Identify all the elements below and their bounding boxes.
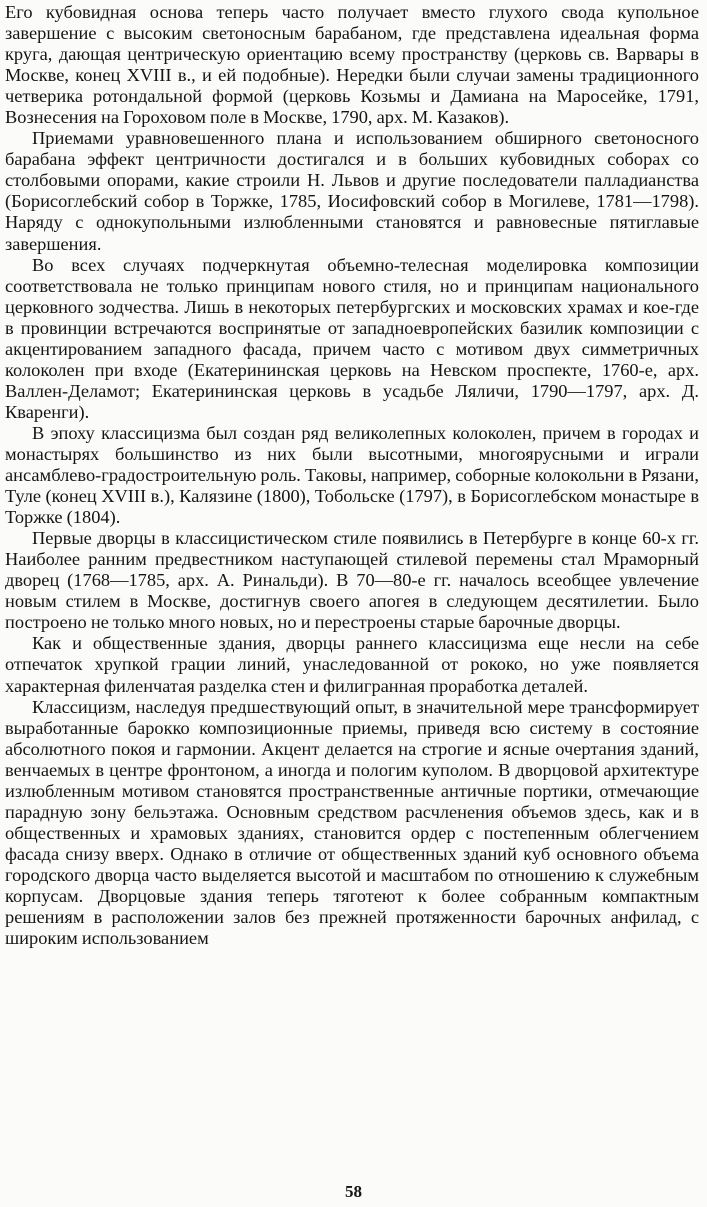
page-number: 58 bbox=[345, 1182, 362, 1201]
paragraph: Классицизм, наследуя предшествующий опыт, в значительной мере трансформирует выработанные барокко композиционные приемы, приведя всю систему в состояние абсолютного покоя и гармонии. Акцент делается на строгие и ясные очертания зданий, венчаемых в центре фронтоном, а иногда и пологим куполом. В дворцовой архитектуре излюбленным мотивом становятся пространственные античные портики, отмечающие парадную зону бельэтажа. Основным средством расчленения объемов здесь, как и в общественных и храмовых зданиях, становится ордер с постепенным облегчением фасада снизу вверх. Однако в отличие от общественных зданий куб основного объема городского дворца часто выделяется высотой и масштабом по отношению к служебным корпусам. Дворцовые здания теперь тяготеют к более собранным компактным решениям в расположении залов без прежней протяженности барочных анфилад, с широким использованием bbox=[5, 696, 699, 949]
paragraph: Приемами уравновешенного плана и использованием обширного светоносного барабана эффект центричности достигался и в больших кубовидных соборах со столбовыми опорами, какие строили Н. Львов и другие последователи палладианства (Борисоглебский собор в Торжке, 1785, Иосифовский собор в Могилеве, 1781—1798). Наряду с однокупольными излюбленными становятся и равновесные пятиглавые завершения. bbox=[5, 128, 699, 254]
paragraph: В эпоху классицизма был создан ряд великолепных колоколен, причем в городах и монастырях большинство из них были высотными, многоярусными и играли ансамблево-градостроительную роль. Таковы, например, соборные колокольни в Рязани, Туле (конец XVIII в.), Калязине (1800), Тобольске (1797), в Борисоглебском монастыре в Торжке (1804). bbox=[5, 422, 699, 528]
body-text bbox=[5, 2, 699, 949]
paragraph: Во всех случаях подчеркнутая объемно-телесная моделировка композиции соответствовала не только принципам нового стиля, но и принципам национального церковного зодчества. Лишь в некоторых петербургских и московских храмах и кое-где в провинции встречаются воспринятые от западноевропейских базилик композиции с акцентированием западного фасада, причем часто с мотивом двух симметричных колоколен при входе (Екатерининская церковь на Невском проспекте, 1760-е, арх. Валлен-Деламот; Екатерининская церковь в усадьбе Ляличи, 1790—1797, арх. Д. Кваренги). bbox=[5, 254, 699, 422]
paragraph: Его кубовидная основа теперь часто получает вместо глухого свода купольное завершение с высоким светоносным барабаном, где представлена идеальная форма круга, дающая центрическую ориентацию всему пространству (церковь св. Варвары в Москве, конец XVIII в., и ей подобные). Нередки были случаи замены традиционного четверика ротондальной формой (церковь Козьмы и Дамиана на Маросейке, 1791, Вознесения на Гороховом поле в Москве, 1790, арх. М. Казаков). bbox=[5, 2, 699, 128]
paragraph: Первые дворцы в классицистическом стиле появились в Петербурге в конце 60-х гг. Наиболее ранним предвестником наступающей стилевой перемены стал Мраморный дворец (1768—1785, арх. А. Ринальди). В 70—80-е гг. началось всеобщее увлечение новым стилем в Москве, достигнув своего апогея в следующем десятилетии. Было построено не только много новых, но и перестроены старые барочные дворцы. bbox=[5, 528, 699, 633]
paragraph: Как и общественные здания, дворцы раннего классицизма еще несли на себе отпечаток хрупкой грации линий, унаследованной от рококо, но уже появляется характерная филенчатая разделка стен и филигранная проработка деталей. bbox=[5, 633, 699, 696]
